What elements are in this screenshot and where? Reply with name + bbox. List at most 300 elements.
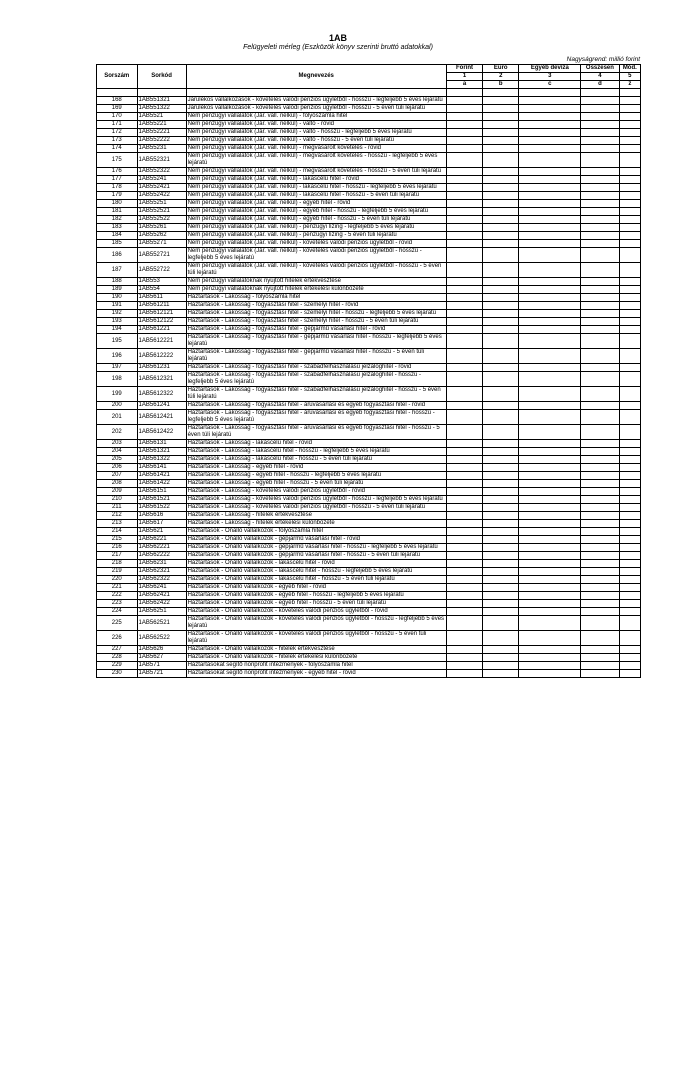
value-cell-mod[interactable] — [619, 560, 640, 568]
value-cell-osszesen[interactable] — [581, 302, 619, 310]
value-cell-egyeb-deviza[interactable] — [519, 208, 581, 216]
value-cell-forint[interactable] — [446, 192, 482, 200]
value-cell-euro[interactable] — [483, 568, 519, 576]
value-cell-egyeb-deviza[interactable] — [519, 670, 581, 678]
value-cell-mod[interactable] — [619, 121, 640, 129]
value-cell-egyeb-deviza[interactable] — [519, 600, 581, 608]
value-cell-forint[interactable] — [446, 318, 482, 326]
value-cell-osszesen[interactable] — [581, 536, 619, 544]
value-cell-egyeb-deviza[interactable] — [519, 592, 581, 600]
value-cell-euro[interactable] — [483, 560, 519, 568]
value-cell-osszesen[interactable] — [581, 654, 619, 662]
value-cell-mod[interactable] — [619, 137, 640, 145]
value-cell-egyeb-deviza[interactable] — [519, 410, 581, 425]
value-cell-forint[interactable] — [446, 456, 482, 464]
value-cell-osszesen[interactable] — [581, 472, 619, 480]
value-cell-euro[interactable] — [483, 410, 519, 425]
value-cell-mod[interactable] — [619, 153, 640, 168]
value-cell-osszesen[interactable] — [581, 544, 619, 552]
value-cell-forint[interactable] — [446, 387, 482, 402]
value-cell-egyeb-deviza[interactable] — [519, 662, 581, 670]
value-cell-euro[interactable] — [483, 248, 519, 263]
value-cell-osszesen[interactable] — [581, 646, 619, 654]
value-cell-euro[interactable] — [483, 600, 519, 608]
value-cell-egyeb-deviza[interactable] — [519, 488, 581, 496]
value-cell-mod[interactable] — [619, 568, 640, 576]
value-cell-euro[interactable] — [483, 294, 519, 302]
value-cell-euro[interactable] — [483, 97, 519, 105]
value-cell-mod[interactable] — [619, 97, 640, 105]
value-cell-forint[interactable] — [446, 528, 482, 536]
value-cell-osszesen[interactable] — [581, 318, 619, 326]
value-cell-egyeb-deviza[interactable] — [519, 248, 581, 263]
value-cell-mod[interactable] — [619, 472, 640, 480]
value-cell-egyeb-deviza[interactable] — [519, 145, 581, 153]
value-cell-mod[interactable] — [619, 349, 640, 364]
value-cell-egyeb-deviza[interactable] — [519, 536, 581, 544]
value-cell-osszesen[interactable] — [581, 631, 619, 646]
value-cell-egyeb-deviza[interactable] — [519, 326, 581, 334]
value-cell-euro[interactable] — [483, 456, 519, 464]
value-cell-forint[interactable] — [446, 448, 482, 456]
value-cell-egyeb-deviza[interactable] — [519, 129, 581, 137]
value-cell-osszesen[interactable] — [581, 286, 619, 294]
value-cell-egyeb-deviza[interactable] — [519, 121, 581, 129]
value-cell-egyeb-deviza[interactable] — [519, 224, 581, 232]
value-cell-mod[interactable] — [619, 105, 640, 113]
value-cell-osszesen[interactable] — [581, 97, 619, 105]
value-cell-mod[interactable] — [619, 576, 640, 584]
value-cell-forint[interactable] — [446, 584, 482, 592]
value-cell-euro[interactable] — [483, 576, 519, 584]
value-cell-osszesen[interactable] — [581, 208, 619, 216]
value-cell-egyeb-deviza[interactable] — [519, 654, 581, 662]
value-cell-forint[interactable] — [446, 576, 482, 584]
value-cell-euro[interactable] — [483, 263, 519, 278]
value-cell-osszesen[interactable] — [581, 560, 619, 568]
value-cell-forint[interactable] — [446, 372, 482, 387]
value-cell-egyeb-deviza[interactable] — [519, 184, 581, 192]
value-cell-euro[interactable] — [483, 192, 519, 200]
value-cell-osszesen[interactable] — [581, 145, 619, 153]
value-cell-egyeb-deviza[interactable] — [519, 364, 581, 372]
value-cell-euro[interactable] — [483, 372, 519, 387]
value-cell-forint[interactable] — [446, 310, 482, 318]
value-cell-forint[interactable] — [446, 616, 482, 631]
value-cell-egyeb-deviza[interactable] — [519, 302, 581, 310]
value-cell-egyeb-deviza[interactable] — [519, 113, 581, 121]
value-cell-euro[interactable] — [483, 592, 519, 600]
value-cell-osszesen[interactable] — [581, 310, 619, 318]
value-cell-euro[interactable] — [483, 153, 519, 168]
value-cell-forint[interactable] — [446, 568, 482, 576]
value-cell-forint[interactable] — [446, 520, 482, 528]
value-cell-mod[interactable] — [619, 631, 640, 646]
value-cell-egyeb-deviza[interactable] — [519, 552, 581, 560]
value-cell-forint[interactable] — [446, 560, 482, 568]
value-cell-egyeb-deviza[interactable] — [519, 425, 581, 440]
value-cell-egyeb-deviza[interactable] — [519, 496, 581, 504]
value-cell-forint[interactable] — [446, 472, 482, 480]
value-cell-mod[interactable] — [619, 592, 640, 600]
value-cell-forint[interactable] — [446, 302, 482, 310]
value-cell-osszesen[interactable] — [581, 670, 619, 678]
value-cell-osszesen[interactable] — [581, 240, 619, 248]
value-cell-euro[interactable] — [483, 113, 519, 121]
value-cell-mod[interactable] — [619, 240, 640, 248]
value-cell-egyeb-deviza[interactable] — [519, 318, 581, 326]
value-cell-egyeb-deviza[interactable] — [519, 464, 581, 472]
value-cell-forint[interactable] — [446, 592, 482, 600]
value-cell-egyeb-deviza[interactable] — [519, 168, 581, 176]
value-cell-forint[interactable] — [446, 608, 482, 616]
value-cell-osszesen[interactable] — [581, 480, 619, 488]
value-cell-euro[interactable] — [483, 631, 519, 646]
value-cell-euro[interactable] — [483, 349, 519, 364]
value-cell-forint[interactable] — [446, 168, 482, 176]
value-cell-mod[interactable] — [619, 440, 640, 448]
value-cell-mod[interactable] — [619, 192, 640, 200]
value-cell-euro[interactable] — [483, 184, 519, 192]
value-cell-osszesen[interactable] — [581, 464, 619, 472]
value-cell-euro[interactable] — [483, 121, 519, 129]
value-cell-osszesen[interactable] — [581, 410, 619, 425]
value-cell-euro[interactable] — [483, 480, 519, 488]
value-cell-mod[interactable] — [619, 286, 640, 294]
value-cell-forint[interactable] — [446, 113, 482, 121]
value-cell-forint[interactable] — [446, 208, 482, 216]
value-cell-euro[interactable] — [483, 387, 519, 402]
value-cell-osszesen[interactable] — [581, 216, 619, 224]
value-cell-forint[interactable] — [446, 326, 482, 334]
value-cell-osszesen[interactable] — [581, 192, 619, 200]
value-cell-forint[interactable] — [446, 145, 482, 153]
value-cell-mod[interactable] — [619, 326, 640, 334]
value-cell-euro[interactable] — [483, 488, 519, 496]
value-cell-mod[interactable] — [619, 387, 640, 402]
value-cell-osszesen[interactable] — [581, 334, 619, 349]
value-cell-osszesen[interactable] — [581, 528, 619, 536]
value-cell-osszesen[interactable] — [581, 184, 619, 192]
value-cell-mod[interactable] — [619, 364, 640, 372]
value-cell-egyeb-deviza[interactable] — [519, 286, 581, 294]
value-cell-egyeb-deviza[interactable] — [519, 402, 581, 410]
value-cell-egyeb-deviza[interactable] — [519, 137, 581, 145]
value-cell-forint[interactable] — [446, 544, 482, 552]
value-cell-egyeb-deviza[interactable] — [519, 512, 581, 520]
value-cell-euro[interactable] — [483, 310, 519, 318]
value-cell-euro[interactable] — [483, 520, 519, 528]
value-cell-euro[interactable] — [483, 129, 519, 137]
value-cell-mod[interactable] — [619, 480, 640, 488]
value-cell-egyeb-deviza[interactable] — [519, 616, 581, 631]
value-cell-forint[interactable] — [446, 278, 482, 286]
value-cell-mod[interactable] — [619, 372, 640, 387]
value-cell-euro[interactable] — [483, 425, 519, 440]
value-cell-osszesen[interactable] — [581, 504, 619, 512]
value-cell-osszesen[interactable] — [581, 121, 619, 129]
value-cell-mod[interactable] — [619, 224, 640, 232]
value-cell-mod[interactable] — [619, 318, 640, 326]
value-cell-egyeb-deviza[interactable] — [519, 387, 581, 402]
value-cell-osszesen[interactable] — [581, 552, 619, 560]
value-cell-osszesen[interactable] — [581, 608, 619, 616]
value-cell-euro[interactable] — [483, 145, 519, 153]
value-cell-osszesen[interactable] — [581, 372, 619, 387]
value-cell-osszesen[interactable] — [581, 448, 619, 456]
value-cell-egyeb-deviza[interactable] — [519, 440, 581, 448]
value-cell-egyeb-deviza[interactable] — [519, 608, 581, 616]
value-cell-osszesen[interactable] — [581, 600, 619, 608]
value-cell-osszesen[interactable] — [581, 168, 619, 176]
value-cell-euro[interactable] — [483, 200, 519, 208]
value-cell-osszesen[interactable] — [581, 662, 619, 670]
value-cell-osszesen[interactable] — [581, 512, 619, 520]
value-cell-egyeb-deviza[interactable] — [519, 372, 581, 387]
value-cell-forint[interactable] — [446, 263, 482, 278]
value-cell-osszesen[interactable] — [581, 488, 619, 496]
value-cell-osszesen[interactable] — [581, 520, 619, 528]
value-cell-mod[interactable] — [619, 600, 640, 608]
value-cell-forint[interactable] — [446, 334, 482, 349]
value-cell-egyeb-deviza[interactable] — [519, 544, 581, 552]
value-cell-mod[interactable] — [619, 646, 640, 654]
value-cell-osszesen[interactable] — [581, 248, 619, 263]
value-cell-mod[interactable] — [619, 670, 640, 678]
value-cell-euro[interactable] — [483, 168, 519, 176]
value-cell-egyeb-deviza[interactable] — [519, 448, 581, 456]
value-cell-euro[interactable] — [483, 464, 519, 472]
value-cell-euro[interactable] — [483, 302, 519, 310]
value-cell-euro[interactable] — [483, 440, 519, 448]
value-cell-euro[interactable] — [483, 670, 519, 678]
value-cell-forint[interactable] — [446, 97, 482, 105]
value-cell-mod[interactable] — [619, 145, 640, 153]
value-cell-euro[interactable] — [483, 608, 519, 616]
value-cell-egyeb-deviza[interactable] — [519, 568, 581, 576]
value-cell-forint[interactable] — [446, 552, 482, 560]
value-cell-euro[interactable] — [483, 654, 519, 662]
value-cell-mod[interactable] — [619, 496, 640, 504]
value-cell-forint[interactable] — [446, 662, 482, 670]
value-cell-osszesen[interactable] — [581, 592, 619, 600]
value-cell-osszesen[interactable] — [581, 364, 619, 372]
value-cell-mod[interactable] — [619, 302, 640, 310]
value-cell-mod[interactable] — [619, 488, 640, 496]
value-cell-forint[interactable] — [446, 410, 482, 425]
value-cell-euro[interactable] — [483, 496, 519, 504]
value-cell-osszesen[interactable] — [581, 176, 619, 184]
value-cell-mod[interactable] — [619, 208, 640, 216]
value-cell-osszesen[interactable] — [581, 496, 619, 504]
value-cell-egyeb-deviza[interactable] — [519, 278, 581, 286]
value-cell-euro[interactable] — [483, 528, 519, 536]
value-cell-osszesen[interactable] — [581, 456, 619, 464]
value-cell-forint[interactable] — [446, 440, 482, 448]
value-cell-forint[interactable] — [446, 153, 482, 168]
value-cell-egyeb-deviza[interactable] — [519, 232, 581, 240]
value-cell-mod[interactable] — [619, 512, 640, 520]
value-cell-osszesen[interactable] — [581, 113, 619, 121]
value-cell-forint[interactable] — [446, 248, 482, 263]
value-cell-euro[interactable] — [483, 504, 519, 512]
value-cell-osszesen[interactable] — [581, 105, 619, 113]
value-cell-mod[interactable] — [619, 168, 640, 176]
value-cell-mod[interactable] — [619, 608, 640, 616]
value-cell-euro[interactable] — [483, 318, 519, 326]
value-cell-osszesen[interactable] — [581, 294, 619, 302]
value-cell-forint[interactable] — [446, 176, 482, 184]
value-cell-egyeb-deviza[interactable] — [519, 240, 581, 248]
value-cell-mod[interactable] — [619, 662, 640, 670]
value-cell-egyeb-deviza[interactable] — [519, 631, 581, 646]
value-cell-mod[interactable] — [619, 616, 640, 631]
value-cell-euro[interactable] — [483, 662, 519, 670]
value-cell-egyeb-deviza[interactable] — [519, 576, 581, 584]
value-cell-euro[interactable] — [483, 137, 519, 145]
value-cell-mod[interactable] — [619, 654, 640, 662]
value-cell-osszesen[interactable] — [581, 153, 619, 168]
value-cell-mod[interactable] — [619, 584, 640, 592]
value-cell-osszesen[interactable] — [581, 576, 619, 584]
value-cell-mod[interactable] — [619, 334, 640, 349]
value-cell-euro[interactable] — [483, 105, 519, 113]
value-cell-mod[interactable] — [619, 425, 640, 440]
value-cell-egyeb-deviza[interactable] — [519, 349, 581, 364]
value-cell-mod[interactable] — [619, 232, 640, 240]
value-cell-egyeb-deviza[interactable] — [519, 153, 581, 168]
value-cell-egyeb-deviza[interactable] — [519, 480, 581, 488]
value-cell-osszesen[interactable] — [581, 425, 619, 440]
value-cell-mod[interactable] — [619, 200, 640, 208]
value-cell-forint[interactable] — [446, 464, 482, 472]
value-cell-forint[interactable] — [446, 232, 482, 240]
value-cell-euro[interactable] — [483, 326, 519, 334]
value-cell-mod[interactable] — [619, 520, 640, 528]
value-cell-euro[interactable] — [483, 472, 519, 480]
value-cell-mod[interactable] — [619, 310, 640, 318]
value-cell-forint[interactable] — [446, 480, 482, 488]
value-cell-forint[interactable] — [446, 184, 482, 192]
value-cell-mod[interactable] — [619, 294, 640, 302]
value-cell-egyeb-deviza[interactable] — [519, 584, 581, 592]
value-cell-osszesen[interactable] — [581, 568, 619, 576]
value-cell-euro[interactable] — [483, 334, 519, 349]
value-cell-osszesen[interactable] — [581, 200, 619, 208]
value-cell-mod[interactable] — [619, 464, 640, 472]
value-cell-egyeb-deviza[interactable] — [519, 520, 581, 528]
value-cell-euro[interactable] — [483, 402, 519, 410]
value-cell-mod[interactable] — [619, 278, 640, 286]
value-cell-mod[interactable] — [619, 410, 640, 425]
value-cell-forint[interactable] — [446, 536, 482, 544]
value-cell-euro[interactable] — [483, 552, 519, 560]
value-cell-mod[interactable] — [619, 448, 640, 456]
value-cell-egyeb-deviza[interactable] — [519, 97, 581, 105]
value-cell-euro[interactable] — [483, 448, 519, 456]
value-cell-egyeb-deviza[interactable] — [519, 504, 581, 512]
value-cell-forint[interactable] — [446, 294, 482, 302]
value-cell-osszesen[interactable] — [581, 263, 619, 278]
value-cell-forint[interactable] — [446, 646, 482, 654]
value-cell-mod[interactable] — [619, 216, 640, 224]
value-cell-forint[interactable] — [446, 496, 482, 504]
value-cell-egyeb-deviza[interactable] — [519, 646, 581, 654]
value-cell-osszesen[interactable] — [581, 349, 619, 364]
value-cell-osszesen[interactable] — [581, 224, 619, 232]
value-cell-osszesen[interactable] — [581, 129, 619, 137]
value-cell-egyeb-deviza[interactable] — [519, 334, 581, 349]
value-cell-mod[interactable] — [619, 248, 640, 263]
value-cell-forint[interactable] — [446, 105, 482, 113]
value-cell-osszesen[interactable] — [581, 402, 619, 410]
value-cell-egyeb-deviza[interactable] — [519, 560, 581, 568]
value-cell-mod[interactable] — [619, 184, 640, 192]
value-cell-euro[interactable] — [483, 536, 519, 544]
value-cell-egyeb-deviza[interactable] — [519, 263, 581, 278]
value-cell-egyeb-deviza[interactable] — [519, 200, 581, 208]
value-cell-osszesen[interactable] — [581, 232, 619, 240]
value-cell-forint[interactable] — [446, 425, 482, 440]
value-cell-osszesen[interactable] — [581, 326, 619, 334]
value-cell-egyeb-deviza[interactable] — [519, 456, 581, 464]
value-cell-forint[interactable] — [446, 631, 482, 646]
value-cell-osszesen[interactable] — [581, 387, 619, 402]
value-cell-egyeb-deviza[interactable] — [519, 528, 581, 536]
value-cell-forint[interactable] — [446, 216, 482, 224]
value-cell-forint[interactable] — [446, 654, 482, 662]
value-cell-forint[interactable] — [446, 240, 482, 248]
value-cell-mod[interactable] — [619, 263, 640, 278]
value-cell-osszesen[interactable] — [581, 137, 619, 145]
value-cell-osszesen[interactable] — [581, 278, 619, 286]
value-cell-mod[interactable] — [619, 544, 640, 552]
value-cell-osszesen[interactable] — [581, 440, 619, 448]
value-cell-mod[interactable] — [619, 456, 640, 464]
value-cell-mod[interactable] — [619, 176, 640, 184]
value-cell-osszesen[interactable] — [581, 584, 619, 592]
value-cell-mod[interactable] — [619, 536, 640, 544]
value-cell-egyeb-deviza[interactable] — [519, 310, 581, 318]
value-cell-egyeb-deviza[interactable] — [519, 216, 581, 224]
value-cell-forint[interactable] — [446, 364, 482, 372]
value-cell-egyeb-deviza[interactable] — [519, 192, 581, 200]
value-cell-forint[interactable] — [446, 286, 482, 294]
value-cell-forint[interactable] — [446, 349, 482, 364]
value-cell-euro[interactable] — [483, 208, 519, 216]
value-cell-forint[interactable] — [446, 129, 482, 137]
value-cell-euro[interactable] — [483, 646, 519, 654]
value-cell-mod[interactable] — [619, 113, 640, 121]
value-cell-mod[interactable] — [619, 504, 640, 512]
value-cell-euro[interactable] — [483, 512, 519, 520]
value-cell-mod[interactable] — [619, 402, 640, 410]
value-cell-euro[interactable] — [483, 616, 519, 631]
value-cell-forint[interactable] — [446, 402, 482, 410]
value-cell-euro[interactable] — [483, 364, 519, 372]
value-cell-euro[interactable] — [483, 216, 519, 224]
value-cell-euro[interactable] — [483, 278, 519, 286]
value-cell-euro[interactable] — [483, 224, 519, 232]
value-cell-mod[interactable] — [619, 129, 640, 137]
value-cell-egyeb-deviza[interactable] — [519, 472, 581, 480]
value-cell-euro[interactable] — [483, 232, 519, 240]
value-cell-euro[interactable] — [483, 286, 519, 294]
value-cell-euro[interactable] — [483, 584, 519, 592]
value-cell-euro[interactable] — [483, 176, 519, 184]
value-cell-forint[interactable] — [446, 200, 482, 208]
value-cell-euro[interactable] — [483, 240, 519, 248]
